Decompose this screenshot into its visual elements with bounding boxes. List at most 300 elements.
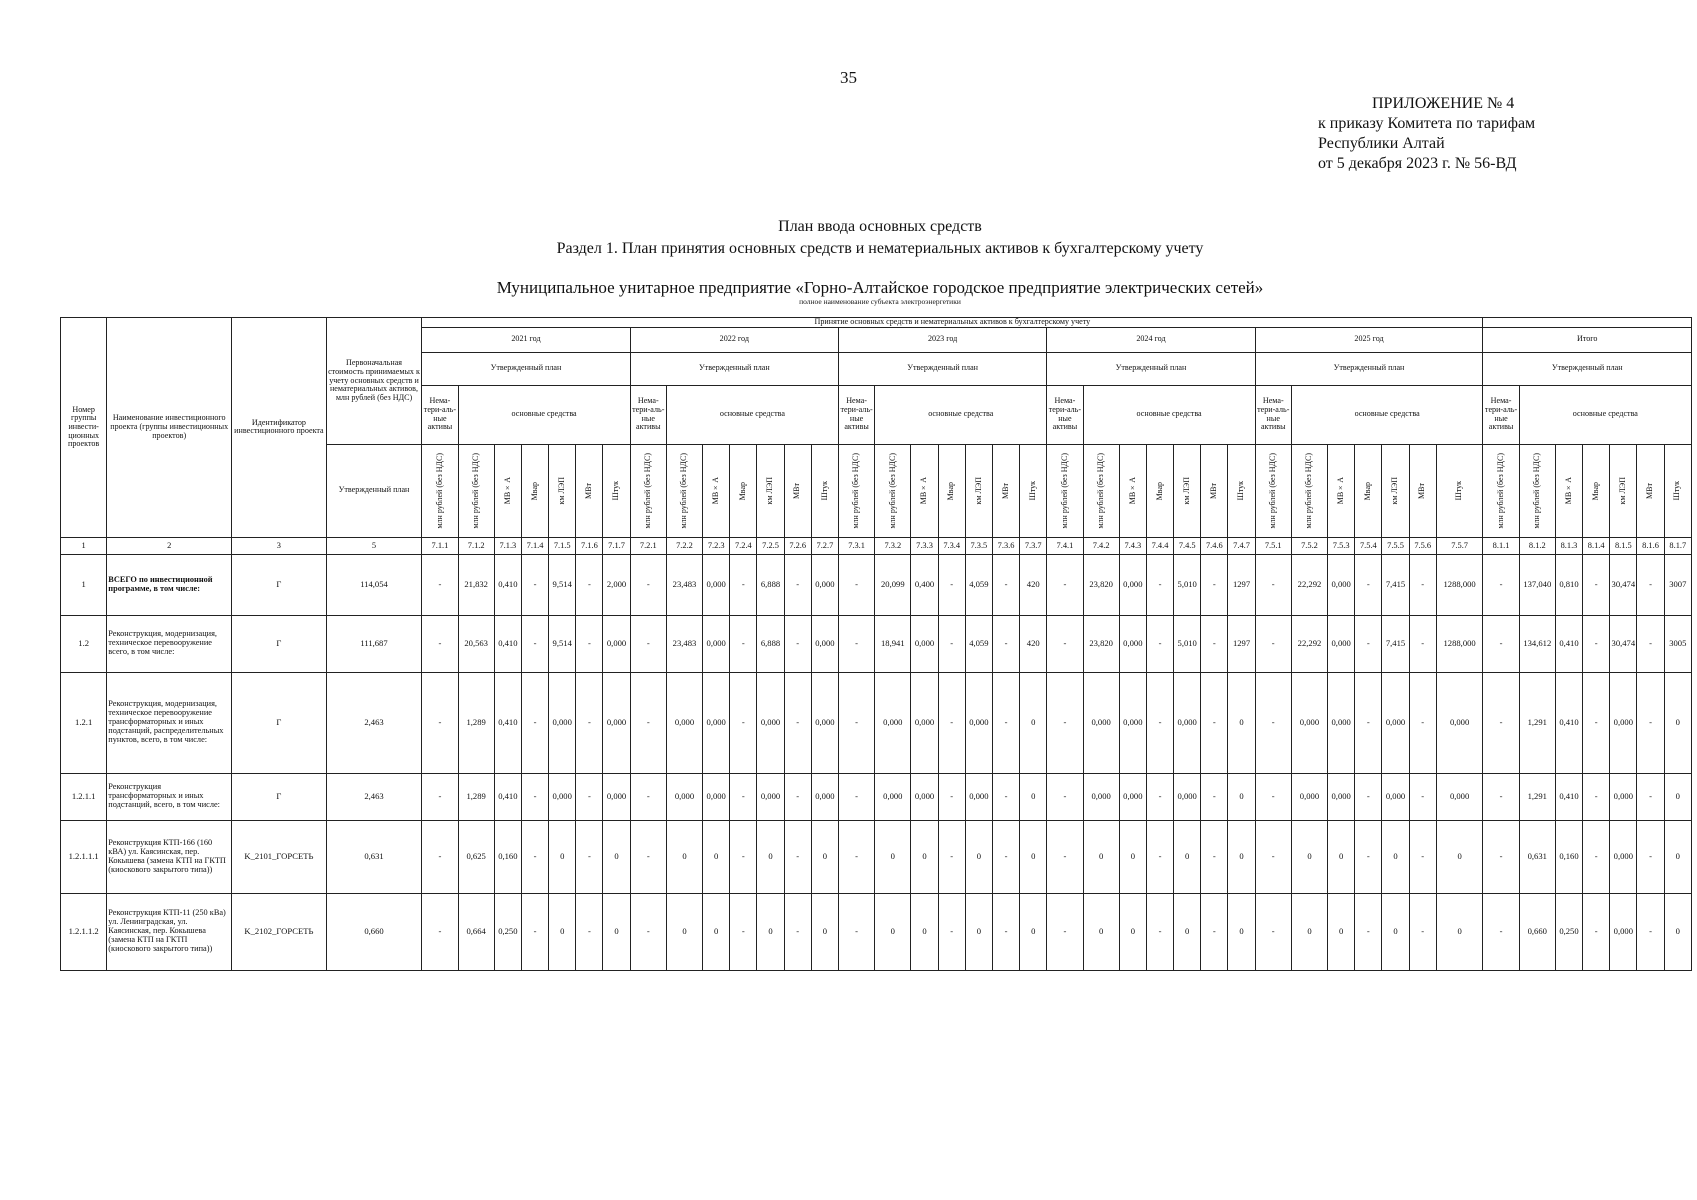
header-unit [1483, 444, 1519, 537]
column-index-cell: 7.5.2 [1291, 537, 1327, 554]
row-value-cell: 0 [1119, 820, 1146, 893]
header-unit [992, 444, 1019, 537]
row-value-cell: 0 [1020, 773, 1047, 820]
header-unit-label: млн рублей (без НДС) [470, 452, 480, 529]
row-value-cell: 0 [1664, 672, 1691, 773]
row-value-cell: 0,000 [811, 672, 838, 773]
heading-company: Муниципальное унитарное предприятие «Горно-Алтайское городское предприятие электрических сетей» [496, 278, 1264, 297]
row-value-cell: 20,099 [875, 554, 911, 615]
column-index-cell: 7.3.5 [965, 537, 992, 554]
row-value-cell: 2,000 [603, 554, 630, 615]
row-value-cell: 0,000 [965, 773, 992, 820]
row-value-cell: 0,000 [1083, 672, 1119, 773]
row-value-cell: 0,000 [911, 773, 938, 820]
row-value-cell: 0,000 [1119, 615, 1146, 672]
row-value-cell: - [1355, 615, 1382, 672]
appendix-block [1318, 94, 1535, 174]
header-unit-label: км ЛЭП [973, 477, 983, 505]
row-value-cell: - [1255, 893, 1291, 970]
header-unit [1174, 444, 1201, 537]
row-value-cell: - [1409, 893, 1436, 970]
column-index-cell: 8.1.1 [1483, 537, 1519, 554]
header-unit-label: Штук [1672, 481, 1682, 501]
row-value-cell: - [422, 773, 458, 820]
row-value-cell: - [576, 615, 603, 672]
column-index-cell: 7.5.6 [1409, 537, 1436, 554]
row-value-cell: - [521, 820, 548, 893]
row-value-cell: - [992, 773, 1019, 820]
row-value-cell: - [1583, 554, 1610, 615]
header-unit-label: млн рублей (без НДС) [887, 452, 897, 529]
row-value-cell: 0 [1020, 820, 1047, 893]
column-index-cell: 8.1.7 [1664, 537, 1691, 554]
row-value-cell: 0,000 [811, 615, 838, 672]
row-value-cell: 0 [1436, 893, 1483, 970]
column-index-cell: 7.1.6 [576, 537, 603, 554]
header-unit-label: Штук [611, 481, 621, 501]
row-value-cell: 0,400 [911, 554, 938, 615]
header-acceptance: Принятие основных средств и нематериальных активов к бухгалтерскому учету [422, 318, 1483, 328]
row-value-cell: 1297 [1228, 554, 1255, 615]
row-value-cell: 4,059 [965, 615, 992, 672]
header-unit-label: МВ×А [1127, 477, 1137, 505]
column-index-cell: 7.3.3 [911, 537, 938, 554]
column-index-cell: 7.1.7 [603, 537, 630, 554]
row-value-cell: 0,000 [1119, 672, 1146, 773]
row-value-cell: 0,000 [1382, 773, 1409, 820]
row-value-cell: - [1255, 820, 1291, 893]
header-unit-label: млн рублей (без НДС) [1531, 452, 1541, 529]
row-value-cell: 0 [811, 820, 838, 893]
row-value-cell: - [1355, 554, 1382, 615]
row-value-cell: 0 [1664, 893, 1691, 970]
row-value-cell: 0 [1174, 820, 1201, 893]
row-value-cell: 1297 [1228, 615, 1255, 672]
row-group-no: 1.2.1 [61, 672, 107, 773]
row-value-cell: - [1047, 820, 1083, 893]
row-value-cell: 0,160 [1555, 820, 1582, 893]
row-value-cell: 0 [911, 820, 938, 893]
header-fixed-assets: основные средства [1519, 385, 1691, 444]
header-unit [422, 444, 458, 537]
column-index-cell: 7.3.1 [838, 537, 874, 554]
row-value-cell: 0 [1228, 893, 1255, 970]
row-value-cell: - [521, 672, 548, 773]
column-index-cell: 7.1.1 [422, 537, 458, 554]
row-value-cell: - [576, 672, 603, 773]
row-value-cell: - [1255, 554, 1291, 615]
row-value-cell: 0,000 [703, 773, 730, 820]
header-unit [521, 444, 548, 537]
row-project-id: Г [232, 554, 327, 615]
header-unit-label: МВт [1000, 482, 1010, 499]
header-unit [1436, 444, 1483, 537]
row-value-cell: - [1146, 672, 1173, 773]
row-value-cell: - [1637, 773, 1664, 820]
column-index-cell: 8.1.4 [1583, 537, 1610, 554]
row-value-cell: 0,000 [1610, 773, 1637, 820]
row-value-cell: - [630, 554, 666, 615]
row-value-cell: - [422, 893, 458, 970]
appendix-line-3: от 5 декабря 2023 г. № 56-ВД [1318, 155, 1517, 172]
row-project-name: Реконструкция, модернизация, техническое перевооружение всего, в том числе: [107, 615, 232, 672]
column-index-cell: 7.3.4 [938, 537, 965, 554]
header-unit [811, 444, 838, 537]
row-value-cell: 18,941 [875, 615, 911, 672]
header-unit [603, 444, 630, 537]
header-unit-label: км ЛЭП [1390, 477, 1400, 505]
row-value-cell: - [1483, 893, 1519, 970]
row-project-id: Г [232, 773, 327, 820]
header-unit-label: Мвар [738, 481, 748, 500]
row-value-cell: - [730, 893, 757, 970]
header-fixed-assets: основные средства [666, 385, 838, 444]
row-project-name: Реконструкция КТП-11 (250 кВа) ул. Ленинградская, ул. Каясинская, пер. Кокышева (замена КТП на ГКТП (киоскового закрытого типа)) [107, 893, 232, 970]
header-unit [1228, 444, 1255, 537]
column-index-cell: 7.5.5 [1382, 537, 1409, 554]
row-value-cell: 0 [549, 820, 576, 893]
row-project-name: ВСЕГО по инвестиционной программе, в том числе: [107, 554, 232, 615]
header-unit [1409, 444, 1436, 537]
row-value-cell: - [1355, 773, 1382, 820]
row-value-cell: 0 [1328, 820, 1355, 893]
row-value-cell: - [1583, 672, 1610, 773]
row-value-cell: - [521, 773, 548, 820]
row-value-cell: 0,000 [1610, 893, 1637, 970]
header-approved-plan: Утвержденный план [630, 352, 838, 385]
table-row [61, 893, 1692, 970]
row-initial-cost: 2,463 [326, 672, 422, 773]
header-year: 2024 год [1047, 327, 1255, 352]
row-value-cell: 23,483 [666, 554, 702, 615]
row-value-cell: 0,000 [875, 672, 911, 773]
row-value-cell: - [1146, 554, 1173, 615]
row-project-name: Реконструкция КТП-166 (160 кВА) ул. Каясинская, пер. Кокышева (замена КТП на ГКТП (киоскового закрытого типа)) [107, 820, 232, 893]
header-unit [911, 444, 938, 537]
row-value-cell: - [1637, 672, 1664, 773]
header-unit [965, 444, 992, 537]
row-value-cell: 0 [1020, 893, 1047, 970]
row-value-cell: - [1201, 615, 1228, 672]
row-value-cell: 0,000 [1610, 672, 1637, 773]
column-index-cell: 7.2.7 [811, 537, 838, 554]
row-value-cell: - [1201, 773, 1228, 820]
header-unit [1291, 444, 1327, 537]
table-row [61, 773, 1692, 820]
row-value-cell: 0,000 [1291, 773, 1327, 820]
header-unit [757, 444, 784, 537]
row-initial-cost: 0,660 [326, 893, 422, 970]
header-unit-label: МВ×А [919, 477, 929, 505]
column-index-cell: 7.4.3 [1119, 537, 1146, 554]
header-unit-label: МВт [1209, 482, 1219, 499]
header-unit-label: МВ×А [710, 477, 720, 505]
header-unit [1201, 444, 1228, 537]
row-value-cell: 0,810 [1555, 554, 1582, 615]
column-index-cell: 8.1.3 [1555, 537, 1582, 554]
column-index-cell: 7.2.1 [630, 537, 666, 554]
row-value-cell: - [630, 820, 666, 893]
header-unit [1328, 444, 1355, 537]
header-intangible-assets: Нема-тери-аль-ные активы [1255, 385, 1291, 444]
header-cost-plan: Утвержденный план [326, 444, 422, 537]
header-year: Итого [1483, 327, 1692, 352]
row-value-cell: 0 [757, 893, 784, 970]
row-value-cell: 0,160 [494, 820, 521, 893]
header-unit-label: км ЛЭП [1618, 477, 1628, 505]
header-unit [784, 444, 811, 537]
fixed-assets-table [60, 317, 1692, 971]
header-project-id: Идентификатор инвестиционного проекта [232, 318, 327, 538]
column-index-cell: 7.2.3 [703, 537, 730, 554]
row-value-cell: 0 [703, 820, 730, 893]
table-row [61, 615, 1692, 672]
row-value-cell: - [784, 773, 811, 820]
header-unit [576, 444, 603, 537]
row-value-cell: 7,415 [1382, 615, 1409, 672]
column-index-cell: 7.1.5 [549, 537, 576, 554]
row-value-cell: - [1483, 615, 1519, 672]
row-value-cell: 9,514 [549, 615, 576, 672]
header-unit-label: млн рублей (без НДС) [1495, 452, 1505, 529]
row-value-cell: 0,000 [1610, 820, 1637, 893]
header-unit [1555, 444, 1582, 537]
row-value-cell: - [1047, 672, 1083, 773]
header-approved-plan: Утвержденный план [838, 352, 1046, 385]
header-group-no: Номер группы инвести-ционных проектов [61, 318, 107, 538]
row-value-cell: 0,000 [666, 672, 702, 773]
row-value-cell: 0,000 [1328, 615, 1355, 672]
row-value-cell: 0 [1228, 820, 1255, 893]
header-unit-label: Мвар [529, 481, 539, 500]
column-index-cell: 7.5.3 [1328, 537, 1355, 554]
column-index-cell: 2 [107, 537, 232, 554]
row-value-cell: - [1483, 773, 1519, 820]
row-value-cell: - [576, 554, 603, 615]
header-unit-label: Штук [1454, 481, 1464, 501]
row-value-cell: - [1355, 893, 1382, 970]
row-value-cell: 0,000 [757, 672, 784, 773]
header-intangible-assets: Нема-тери-аль-ные активы [838, 385, 874, 444]
column-index-cell: 7.4.1 [1047, 537, 1083, 554]
header-approved-plan: Утвержденный план [422, 352, 630, 385]
column-index-cell: 7.1.2 [458, 537, 494, 554]
row-value-cell: 0 [965, 820, 992, 893]
row-value-cell: - [938, 820, 965, 893]
row-value-cell: - [1047, 615, 1083, 672]
row-value-cell: - [730, 672, 757, 773]
row-value-cell: - [1583, 893, 1610, 970]
header-project-name: Наименование инвестиционного проекта (группы инвестиционных проектов) [107, 318, 232, 538]
header-approved-plan: Утвержденный план [1047, 352, 1255, 385]
row-value-cell: - [730, 554, 757, 615]
column-index-cell: 7.3.6 [992, 537, 1019, 554]
row-value-cell: - [1047, 893, 1083, 970]
row-value-cell: 1,289 [458, 773, 494, 820]
row-value-cell: - [1637, 893, 1664, 970]
row-value-cell: 134,612 [1519, 615, 1555, 672]
header-unit [1355, 444, 1382, 537]
row-value-cell: 9,514 [549, 554, 576, 615]
row-value-cell: 0 [1436, 820, 1483, 893]
row-value-cell: 3005 [1664, 615, 1691, 672]
header-approved-plan: Утвержденный план [1483, 352, 1692, 385]
row-value-cell: 0 [666, 820, 702, 893]
row-value-cell: - [838, 773, 874, 820]
column-index-cell: 8.1.5 [1610, 537, 1637, 554]
column-index-cell: 7.2.4 [730, 537, 757, 554]
row-value-cell: 0,660 [1519, 893, 1555, 970]
row-value-cell: 30,474 [1610, 554, 1637, 615]
row-value-cell: 0 [1328, 893, 1355, 970]
row-project-name: Реконструкция трансформаторных и иных подстанций, всего, в том числе: [107, 773, 232, 820]
row-value-cell: 0 [703, 893, 730, 970]
row-value-cell: 0 [1664, 773, 1691, 820]
row-value-cell: - [1146, 820, 1173, 893]
row-value-cell: 0,000 [965, 672, 992, 773]
header-unit [458, 444, 494, 537]
row-value-cell: - [1201, 893, 1228, 970]
heading-section: Раздел 1. План принятия основных средств и нематериальных активов к бухгалтерскому учету [556, 240, 1204, 257]
row-value-cell: 0,000 [549, 672, 576, 773]
header-unit-label: млн рублей (без НДС) [851, 452, 861, 529]
column-index-cell: 7.1.4 [521, 537, 548, 554]
row-value-cell: 0,664 [458, 893, 494, 970]
row-value-cell: - [1483, 554, 1519, 615]
header-unit [1083, 444, 1119, 537]
header-year: 2021 год [422, 327, 630, 352]
row-value-cell: 0 [757, 820, 784, 893]
header-unit-label: МВ×А [502, 477, 512, 505]
row-value-cell: 0 [1291, 893, 1327, 970]
row-value-cell: 23,483 [666, 615, 702, 672]
header-unit [938, 444, 965, 537]
row-value-cell: 0,000 [875, 773, 911, 820]
row-value-cell: - [1255, 773, 1291, 820]
row-initial-cost: 111,687 [326, 615, 422, 672]
row-value-cell: - [422, 615, 458, 672]
row-value-cell: - [630, 672, 666, 773]
row-value-cell: 23,820 [1083, 554, 1119, 615]
row-value-cell: - [630, 893, 666, 970]
table-row [61, 672, 1692, 773]
row-value-cell: 0,625 [458, 820, 494, 893]
row-value-cell: - [938, 672, 965, 773]
header-unit-label: млн рублей (без НДС) [1304, 452, 1314, 529]
header-unit-label: млн рублей (без НДС) [1059, 452, 1069, 529]
header-unit-label: Штук [1236, 481, 1246, 501]
header-unit [1664, 444, 1691, 537]
row-value-cell: 0,000 [666, 773, 702, 820]
header-unit-label: млн рублей (без НДС) [1267, 452, 1277, 529]
header-row [61, 318, 1692, 328]
header-year: 2025 год [1255, 327, 1483, 352]
header-fixed-assets: основные средства [875, 385, 1047, 444]
row-value-cell: - [838, 820, 874, 893]
row-value-cell: 0 [965, 893, 992, 970]
row-value-cell: 0 [1228, 672, 1255, 773]
column-index-cell: 7.4.7 [1228, 537, 1255, 554]
header-blank [1483, 318, 1692, 328]
header-unit [1519, 444, 1555, 537]
row-value-cell: - [838, 615, 874, 672]
row-value-cell: 0,000 [1436, 672, 1483, 773]
column-index-row [61, 537, 1692, 554]
row-value-cell: - [422, 554, 458, 615]
row-value-cell: 0,000 [1328, 773, 1355, 820]
row-value-cell: 0 [811, 893, 838, 970]
row-value-cell: 0 [1664, 820, 1691, 893]
row-value-cell: - [1146, 773, 1173, 820]
row-value-cell: - [1146, 615, 1173, 672]
row-value-cell: - [838, 893, 874, 970]
header-unit [1610, 444, 1637, 537]
row-value-cell: - [938, 893, 965, 970]
page-number: 35 [840, 68, 857, 87]
row-value-cell: 0 [1083, 820, 1119, 893]
row-value-cell: 0,410 [494, 554, 521, 615]
header-unit-label: Мвар [1154, 481, 1164, 500]
header-unit-label: МВт [584, 482, 594, 499]
row-value-cell: - [1409, 773, 1436, 820]
row-value-cell: - [1255, 615, 1291, 672]
column-index-cell: 7.5.4 [1355, 537, 1382, 554]
row-value-cell: - [1201, 820, 1228, 893]
column-index-cell: 8.1.2 [1519, 537, 1555, 554]
row-value-cell: - [1583, 615, 1610, 672]
row-value-cell: 0,410 [1555, 773, 1582, 820]
header-unit [875, 444, 911, 537]
row-value-cell: - [992, 554, 1019, 615]
row-value-cell: - [521, 615, 548, 672]
row-value-cell: 0,000 [703, 554, 730, 615]
column-index-cell: 7.2.6 [784, 537, 811, 554]
appendix-line-2: Республики Алтай [1318, 135, 1445, 152]
header-unit-label: МВт [792, 482, 802, 499]
row-value-cell: - [1047, 554, 1083, 615]
row-project-id: K_2101_ГОРСЕТЬ [232, 820, 327, 893]
header-unit [730, 444, 757, 537]
row-value-cell: - [992, 615, 1019, 672]
column-index-cell: 7.4.2 [1083, 537, 1119, 554]
row-value-cell: 0,000 [703, 615, 730, 672]
row-value-cell: - [1409, 672, 1436, 773]
row-group-no: 1.2 [61, 615, 107, 672]
row-project-id: K_2102_ГОРСЕТЬ [232, 893, 327, 970]
row-initial-cost: 114,054 [326, 554, 422, 615]
row-value-cell: 0,410 [494, 615, 521, 672]
row-value-cell: 0 [1174, 893, 1201, 970]
header-approved-plan: Утвержденный план [1255, 352, 1483, 385]
column-index-cell: 7.4.5 [1174, 537, 1201, 554]
header-year: 2022 год [630, 327, 838, 352]
column-index-cell: 7.3.2 [875, 537, 911, 554]
row-value-cell: - [422, 672, 458, 773]
row-value-cell: - [784, 615, 811, 672]
header-unit [1119, 444, 1146, 537]
column-index-cell: 7.5.1 [1255, 537, 1291, 554]
row-value-cell: - [730, 615, 757, 672]
row-value-cell: - [1409, 820, 1436, 893]
column-index-cell: 3 [232, 537, 327, 554]
row-value-cell: 7,415 [1382, 554, 1409, 615]
row-value-cell: - [1355, 820, 1382, 893]
row-value-cell: 0,410 [494, 773, 521, 820]
row-value-cell: 0 [1291, 820, 1327, 893]
row-value-cell: - [938, 554, 965, 615]
row-value-cell: - [1583, 820, 1610, 893]
row-value-cell: 0 [603, 820, 630, 893]
